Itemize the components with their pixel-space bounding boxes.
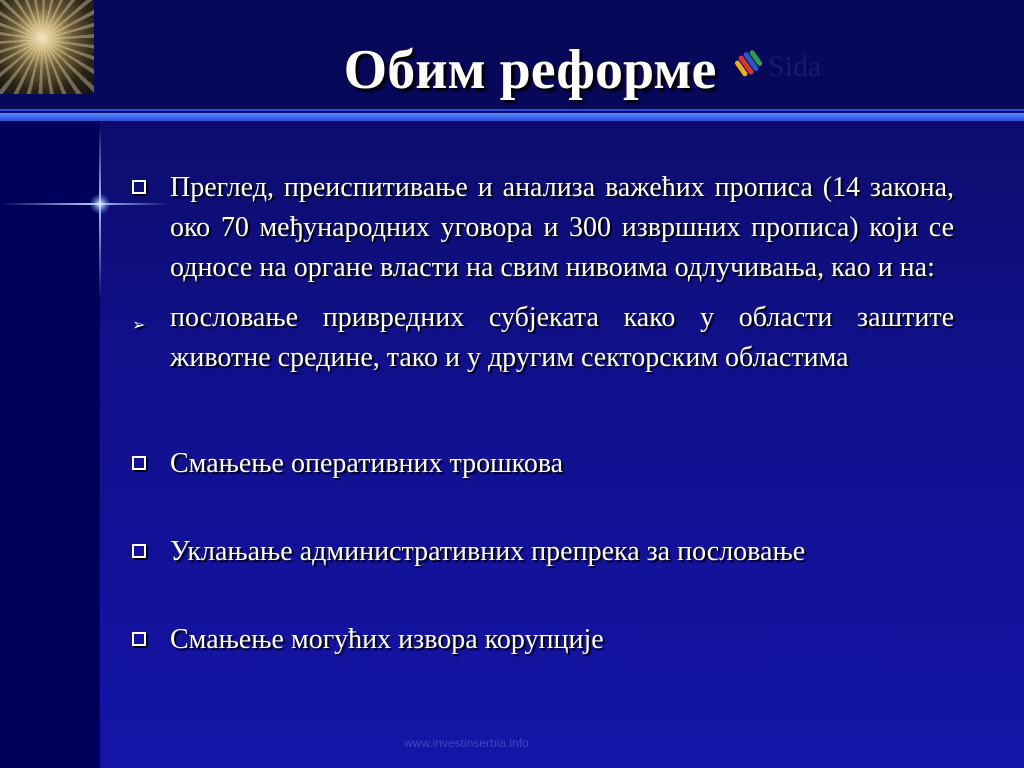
title-rule-thick [0, 113, 1024, 121]
checkbox-bullet-icon [132, 544, 146, 558]
bullet-item [130, 620, 954, 660]
arrow-bullet-icon: ➢ [132, 317, 146, 334]
checkbox-bullet-icon [132, 180, 146, 194]
sida-wordmark: Sida [768, 50, 822, 83]
bullet-list [130, 168, 954, 660]
corner-photo-rays [0, 0, 94, 94]
bullet-text: Смањење оперативних трошкова [170, 448, 564, 479]
bullet-item [130, 168, 954, 288]
checkbox-bullet-icon [132, 456, 146, 470]
footer-url: www.investinserbia.info [404, 736, 529, 750]
bullet-item [130, 532, 954, 572]
left-band [0, 120, 100, 768]
bullet-text: пословање привредних субјеката како у области заштите животне средине, тако и у другим секторским областима [170, 302, 954, 373]
bullet-text: Преглед, преиспитивање и анализа важећих прописа (14 закона, око 70 међународних уговора и 300 извршних прописа) који се односе на органе власти на свим нивоима одлучивања, као и на: [170, 172, 954, 283]
sparkle-star [90, 194, 110, 214]
sub-bullet-item [130, 298, 954, 378]
bullet-text: Смањење могућих извора корупције [170, 624, 604, 655]
checkbox-bullet-icon [132, 632, 146, 646]
sida-logo-icon [732, 46, 766, 80]
bullet-text: Уклањање административних препрека за пословање [170, 536, 806, 567]
sida-logo [732, 44, 852, 84]
slide-title: Обим реформе [343, 39, 717, 101]
title-rule-thin [0, 109, 1024, 111]
bullet-item [130, 444, 954, 484]
corner-photo [0, 0, 94, 94]
